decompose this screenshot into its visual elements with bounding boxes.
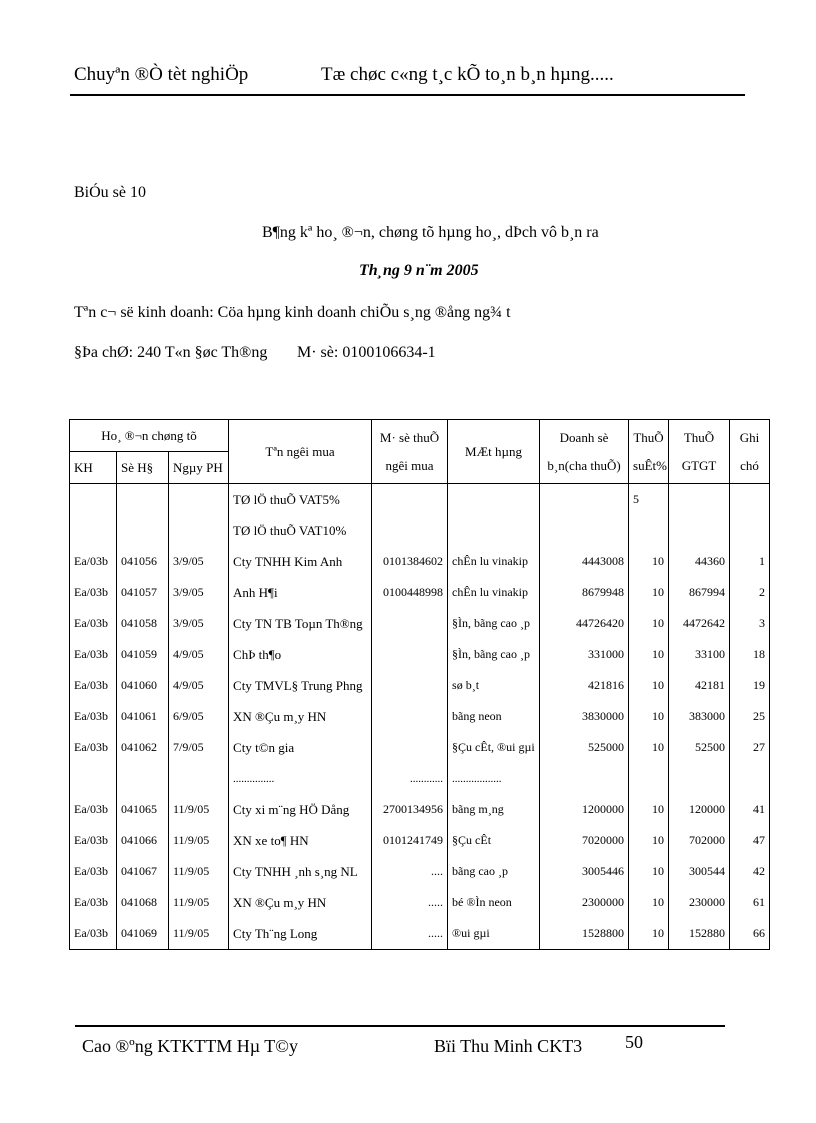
page-number: 50 [625, 1032, 643, 1052]
cell-kh: Ea/03b [70, 825, 117, 856]
form-label: BiÓu sè 10 [74, 184, 146, 201]
cell-buyer-tax-code: ..... [372, 918, 448, 950]
cell-buyer-tax-code [372, 732, 448, 763]
cell-invoice-number: 041065 [117, 794, 169, 825]
cell-revenue: 4443008 [540, 546, 629, 577]
section-label-vat5: TØ lÖ thuÕ VAT5% [229, 484, 372, 516]
revenue-header-line1: Doanh sè [559, 429, 609, 445]
cell-note: 66 [730, 918, 770, 950]
cell-issue-date: 6/9/05 [169, 701, 229, 732]
cell-note: 42 [730, 856, 770, 887]
cell-issue-date: 7/9/05 [169, 732, 229, 763]
cell-issue-date: 11/9/05 [169, 825, 229, 856]
item-header: MÆt hµng [448, 420, 540, 484]
cell-kh: Ea/03b [70, 670, 117, 701]
footer-school: Cao ®ºng KTKTTM Hµ T©y [82, 1036, 298, 1056]
cell-item: ®ui gµi [448, 918, 540, 950]
buyer-tax-header-line2: ngêi mua [385, 457, 434, 473]
cell-buyer-name: Cty t©n gia [229, 732, 372, 763]
vat-header-line1: ThuÕ [683, 429, 715, 445]
cell-note: 47 [730, 825, 770, 856]
cell-buyer-tax-code [372, 608, 448, 639]
section-label-vat10: TØ lÖ thuÕ VAT10% [229, 515, 372, 546]
cell-item: bãng cao ¸p [448, 856, 540, 887]
cell-invoice-number: 041057 [117, 577, 169, 608]
cell-buyer-tax-code: 0100448998 [372, 577, 448, 608]
cell-revenue: 3830000 [540, 701, 629, 732]
cell-invoice-number: 041068 [117, 887, 169, 918]
note-header-line2: chó [740, 457, 759, 473]
invoice-table [69, 419, 770, 950]
table-row [70, 825, 770, 856]
cell-buyer-name: ChÞ th¶o [229, 639, 372, 670]
cell-note: 1 [730, 546, 770, 577]
cell-issue-date: 3/9/05 [169, 577, 229, 608]
cell-item: chÊn lu vinakip [448, 546, 540, 577]
cell-item: chÊn lu vinakip [448, 577, 540, 608]
tax-rate-header-line2: suÊt% [633, 457, 667, 473]
cell-tax-rate: 10 [629, 794, 669, 825]
cell-vat: 383000 [669, 701, 730, 732]
table-row [70, 577, 770, 608]
cell-vat: 867994 [669, 577, 730, 608]
cell-item: §Çu cÊt [448, 825, 540, 856]
cell-tax-rate: 10 [629, 732, 669, 763]
cell-invoice-number: 041062 [117, 732, 169, 763]
cell-buyer-tax-code [372, 639, 448, 670]
cell-revenue: 421816 [540, 670, 629, 701]
vat-header [669, 420, 730, 484]
cell-buyer-tax-code: 0101241749 [372, 825, 448, 856]
cell-revenue: 2300000 [540, 887, 629, 918]
business-name: Tªn c¬ së kinh doanh: Cöa hµng kinh doanh chiÕu s¸ng ®ång ng¾ t [74, 304, 511, 321]
cell-buyer-tax-code: ..... [372, 887, 448, 918]
cell-kh: Ea/03b [70, 856, 117, 887]
header-rule [70, 94, 745, 96]
cell-item: bãng neon [448, 701, 540, 732]
section-row-vat10 [70, 515, 770, 546]
cell-tax-rate: 10 [629, 577, 669, 608]
table-row [70, 887, 770, 918]
cell-kh: Ea/03b [70, 639, 117, 670]
cell-invoice-number: 041056 [117, 546, 169, 577]
cell-invoice-number: 041061 [117, 701, 169, 732]
issue-date-header: Ngµy PH [169, 452, 229, 484]
cell-note: 18 [730, 639, 770, 670]
cell-tax-rate: 10 [629, 608, 669, 639]
cell-invoice-number: 041066 [117, 825, 169, 856]
ellipsis-row [70, 763, 770, 794]
buyer-tax-header-line1: M· sè thuÕ [379, 429, 440, 445]
cell-note: 61 [730, 887, 770, 918]
cell-note: 3 [730, 608, 770, 639]
cell-note: 25 [730, 701, 770, 732]
business-address: §Þa chØ: 240 T«n §øc Th®ng [74, 344, 268, 361]
cell-tax-rate: 10 [629, 639, 669, 670]
cell-item: §Çu cÊt, ®ui gµi [448, 732, 540, 763]
cell-tax-rate: 10 [629, 670, 669, 701]
header-right: Tæ chøc c«ng t¸c kÕ to¸n b¸n hµng..... [321, 64, 614, 85]
table-row [70, 856, 770, 887]
cell-item: §Ìn, bãng cao ¸p [448, 639, 540, 670]
footer-rule [75, 1025, 725, 1027]
cell-kh: Ea/03b [70, 918, 117, 950]
cell-buyer-name: Cty xi m¨ng HÖ Dång [229, 794, 372, 825]
cell-revenue: 331000 [540, 639, 629, 670]
footer-author: Bïi Thu Minh CKT3 [434, 1036, 583, 1056]
section-rate-vat5: 5 [629, 484, 669, 516]
cell-invoice-number: 041059 [117, 639, 169, 670]
cell-buyer-name: Cty Th¨ng Long [229, 918, 372, 950]
cell-buyer-tax-code: 0101384602 [372, 546, 448, 577]
cell-vat: 4472642 [669, 608, 730, 639]
cell-buyer-tax-code [372, 670, 448, 701]
cell-vat: 44360 [669, 546, 730, 577]
tax-rate-header [629, 420, 669, 484]
cell-issue-date: 4/9/05 [169, 639, 229, 670]
buyer-tax-header [372, 420, 448, 484]
cell-kh: Ea/03b [70, 794, 117, 825]
cell-note: 19 [730, 670, 770, 701]
report-title: B¶ng kª ho¸ ®¬n, chøng tõ hµng ho¸, dÞch vô b¸n ra [262, 224, 599, 241]
cell-buyer-name: XN ®Çu m¸y HN [229, 701, 372, 732]
cell-buyer-name: Cty TMVL§ Trung Phng [229, 670, 372, 701]
ellipsis-cell: ............... [229, 763, 372, 794]
cell-kh: Ea/03b [70, 546, 117, 577]
cell-revenue: 1528800 [540, 918, 629, 950]
revenue-header [540, 420, 629, 484]
cell-vat: 152880 [669, 918, 730, 950]
cell-issue-date: 11/9/05 [169, 918, 229, 950]
note-header-line1: Ghi [739, 429, 760, 445]
invoice-number-header: Sè H§ [117, 452, 169, 484]
cell-kh: Ea/03b [70, 887, 117, 918]
cell-revenue: 44726420 [540, 608, 629, 639]
cell-buyer-name: Anh H¶i [229, 577, 372, 608]
cell-note: 2 [730, 577, 770, 608]
header-left: Chuyªn ®Ò tèt nghiÖp [74, 64, 249, 85]
vat-header-line2: GTGT [681, 457, 717, 473]
cell-note: 27 [730, 732, 770, 763]
cell-note: 41 [730, 794, 770, 825]
ellipsis-cell: .................. [448, 763, 540, 794]
cell-buyer-tax-code: .... [372, 856, 448, 887]
cell-item: §Ìn, bãng cao ¸p [448, 608, 540, 639]
cell-buyer-tax-code: 2700134956 [372, 794, 448, 825]
cell-revenue: 8679948 [540, 577, 629, 608]
cell-buyer-name: Cty TN TB Toµn Th®ng [229, 608, 372, 639]
table-row [70, 670, 770, 701]
cell-item: bãng m¸ng [448, 794, 540, 825]
cell-tax-rate: 10 [629, 887, 669, 918]
table-row [70, 918, 770, 950]
revenue-header-line2: b¸n(cha thuÕ) [547, 457, 621, 473]
cell-vat: 300544 [669, 856, 730, 887]
cell-vat: 120000 [669, 794, 730, 825]
cell-buyer-name: XN xe to¶ HN [229, 825, 372, 856]
cell-vat: 33100 [669, 639, 730, 670]
cell-revenue: 7020000 [540, 825, 629, 856]
kh-header: KH [70, 452, 117, 484]
business-tax-code: M· sè: 0100106634-1 [297, 344, 436, 361]
cell-issue-date: 11/9/05 [169, 794, 229, 825]
cell-tax-rate: 10 [629, 825, 669, 856]
buyer-name-header: Tªn ngêi mua [229, 420, 372, 484]
cell-tax-rate: 10 [629, 701, 669, 732]
cell-invoice-number: 041069 [117, 918, 169, 950]
cell-revenue: 3005446 [540, 856, 629, 887]
cell-tax-rate: 10 [629, 918, 669, 950]
report-period: Th¸ng 9 n¨m 2005 [359, 262, 479, 279]
cell-issue-date: 4/9/05 [169, 670, 229, 701]
cell-vat: 52500 [669, 732, 730, 763]
cell-kh: Ea/03b [70, 732, 117, 763]
cell-invoice-number: 041060 [117, 670, 169, 701]
note-header [730, 420, 770, 484]
cell-issue-date: 11/9/05 [169, 856, 229, 887]
cell-issue-date: 3/9/05 [169, 608, 229, 639]
cell-tax-rate: 10 [629, 856, 669, 887]
cell-vat: 702000 [669, 825, 730, 856]
cell-invoice-number: 041067 [117, 856, 169, 887]
section-row-vat5 [70, 484, 770, 516]
table-row [70, 732, 770, 763]
cell-buyer-tax-code [372, 701, 448, 732]
table-row [70, 608, 770, 639]
ellipsis-cell: ............ [372, 763, 448, 794]
cell-vat: 42181 [669, 670, 730, 701]
cell-tax-rate: 10 [629, 546, 669, 577]
cell-issue-date: 11/9/05 [169, 887, 229, 918]
tax-rate-header-line1: ThuÕ [633, 429, 664, 445]
cell-item: sø b¸t [448, 670, 540, 701]
table-row [70, 546, 770, 577]
invoice-group-header: Ho¸ ®¬n chøng tõ [70, 420, 229, 452]
cell-kh: Ea/03b [70, 608, 117, 639]
cell-kh: Ea/03b [70, 577, 117, 608]
cell-vat: 230000 [669, 887, 730, 918]
cell-buyer-name: Cty TNHH ¸nh s¸ng NL [229, 856, 372, 887]
cell-revenue: 525000 [540, 732, 629, 763]
table-row [70, 639, 770, 670]
cell-revenue: 1200000 [540, 794, 629, 825]
cell-buyer-name: Cty TNHH Kim Anh [229, 546, 372, 577]
cell-buyer-name: XN ®Çu m¸y HN [229, 887, 372, 918]
table-row [70, 701, 770, 732]
table-row [70, 794, 770, 825]
cell-invoice-number: 041058 [117, 608, 169, 639]
cell-kh: Ea/03b [70, 701, 117, 732]
cell-issue-date: 3/9/05 [169, 546, 229, 577]
cell-item: bé ®Ìn neon [448, 887, 540, 918]
